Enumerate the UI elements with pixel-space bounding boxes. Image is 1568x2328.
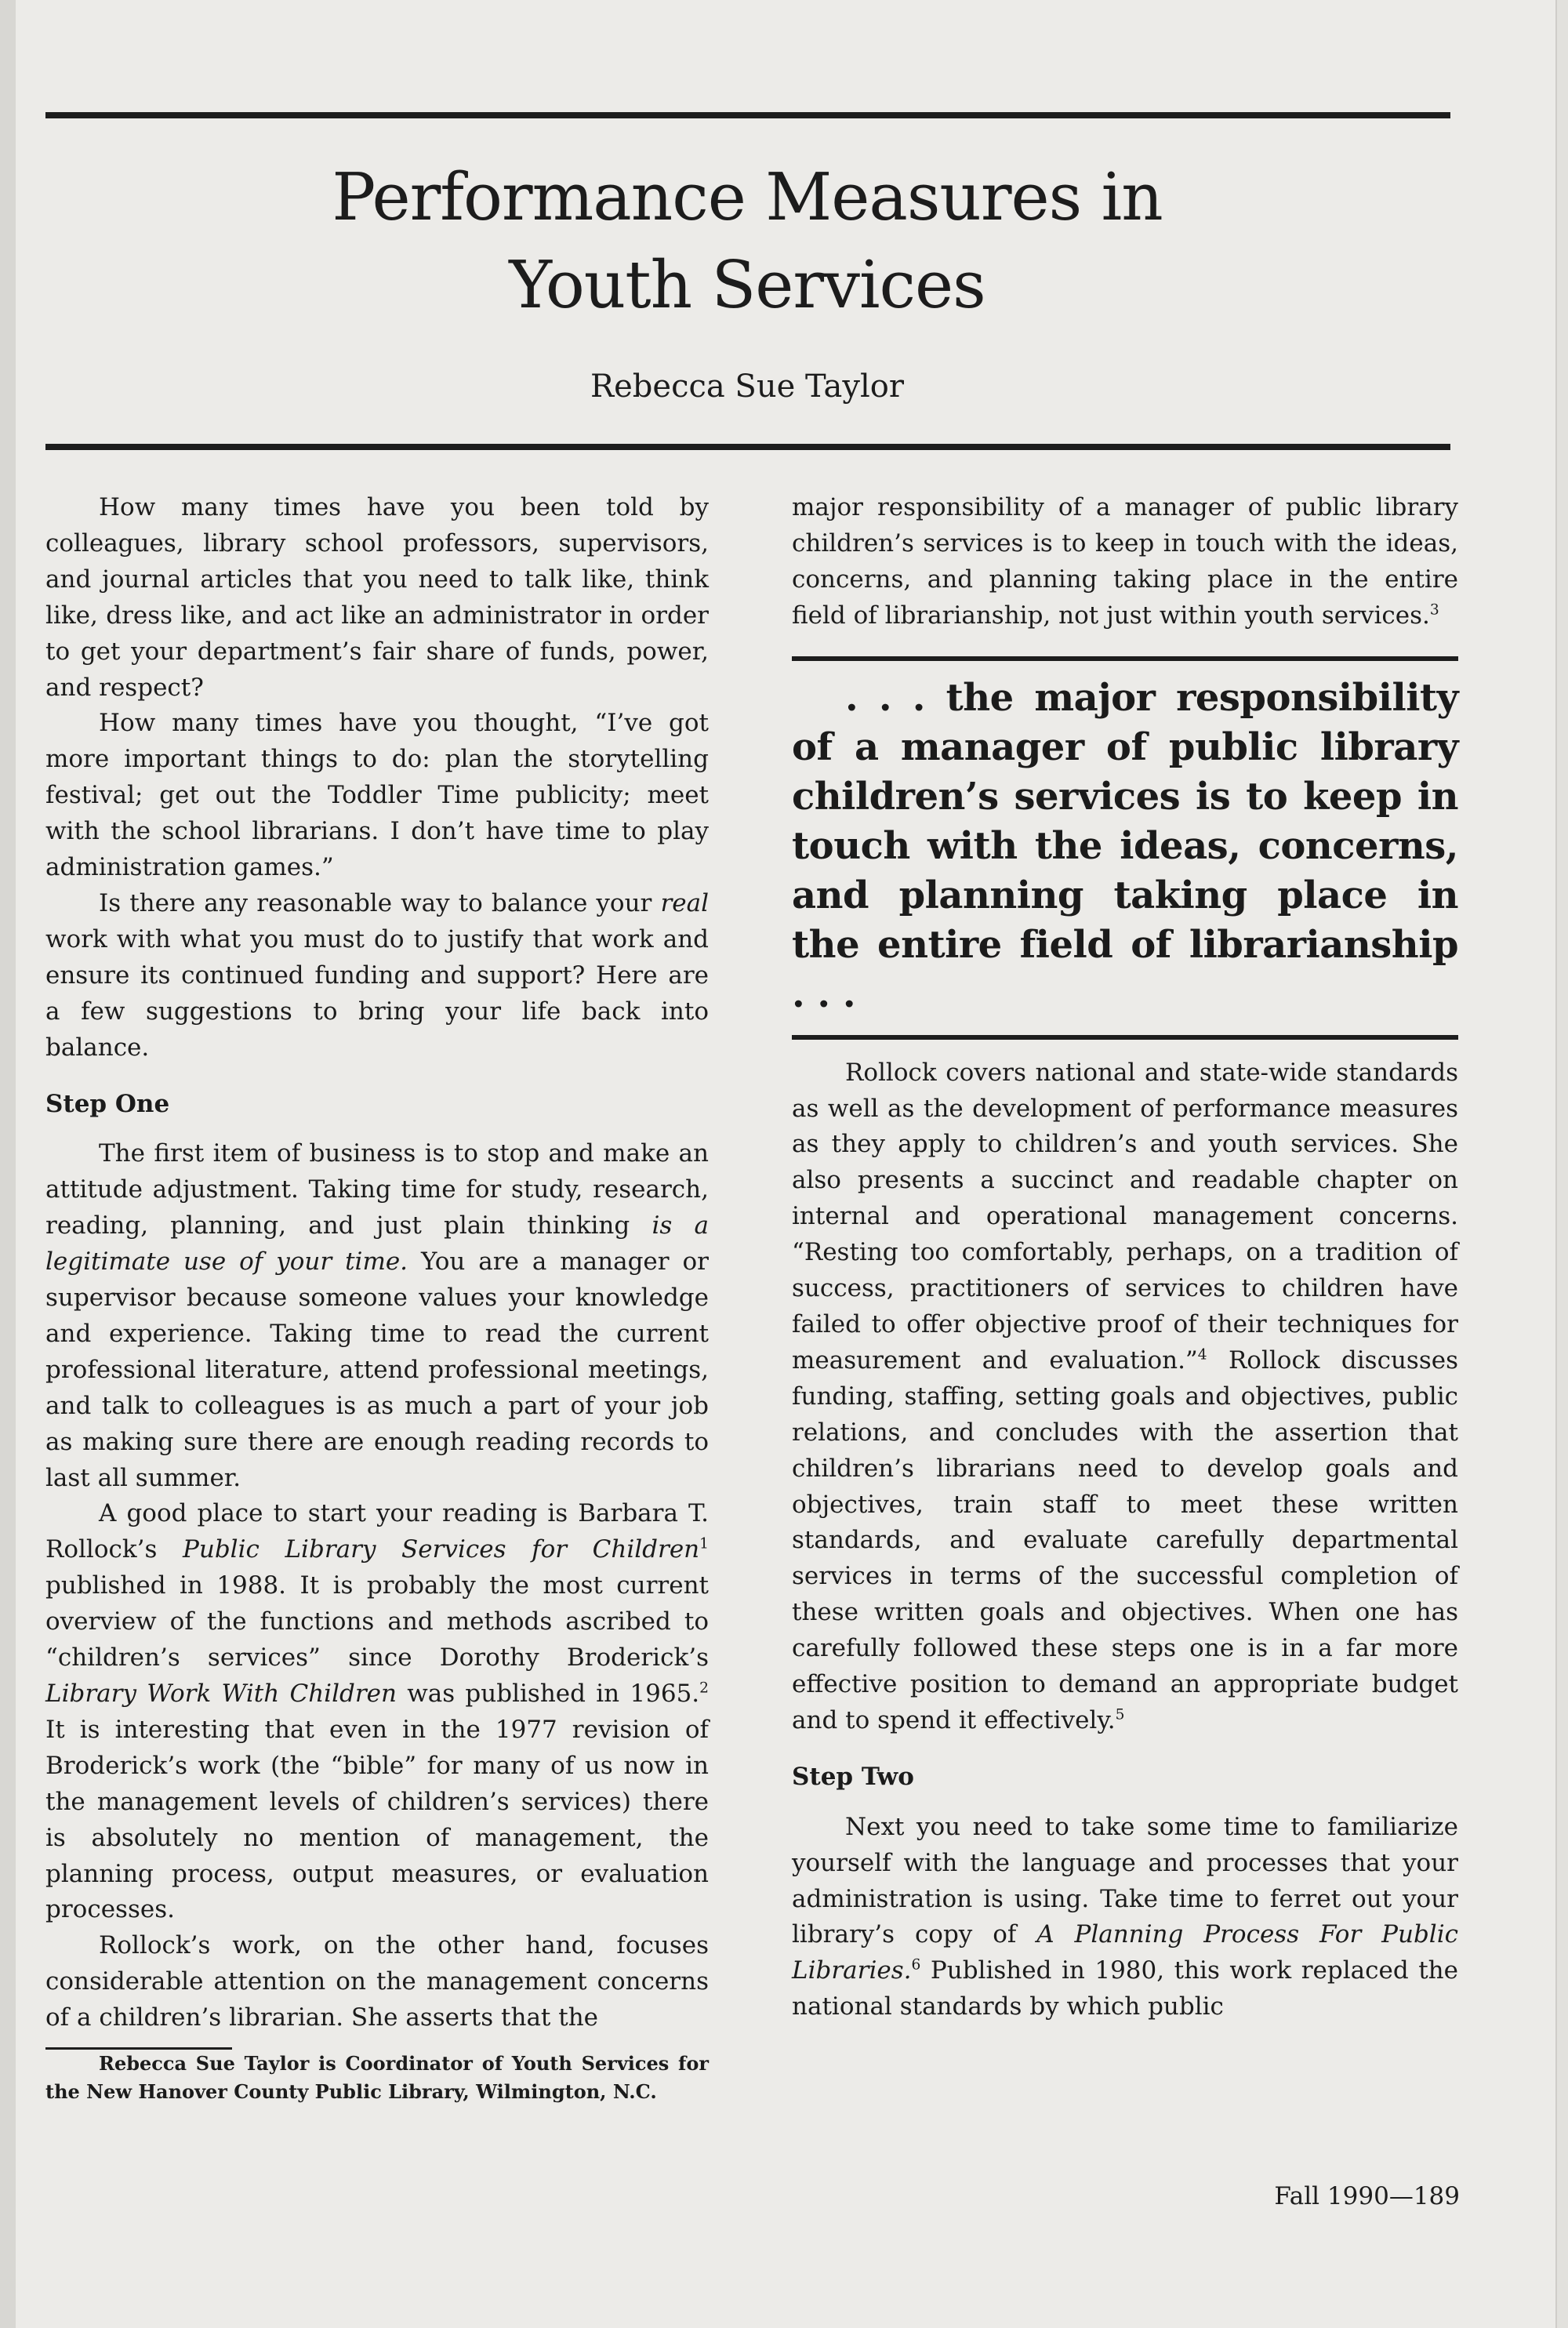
- header-rule: [45, 444, 1450, 450]
- left-paragraph-6: Rollock’s work, on the other hand, focuses considerable attention on the management concerns of a children’s librarian. She asserts that the: [45, 1931, 709, 2032]
- left-column: [45, 490, 709, 2106]
- page-edge-right: [1555, 0, 1568, 2328]
- page-folio: Fall 1990—189: [1274, 2182, 1460, 2210]
- article-author: Rebecca Sue Taylor: [590, 369, 904, 405]
- article-title: [45, 154, 1449, 329]
- left-p5-text-d: It is interesting that even in the 1977 revision of Broderick’s work (the “bible” for many of us now in the management levels of children’s services) there is absolutely no mention of management, the planning process, output measures, or evaluation processes.: [45, 1715, 709, 1924]
- right-p2-text-b: Rollock discusses funding, staffing, setting goals and objectives, public relations, and concludes with the assertion that children’s librarians need to develop goals and objectives, train staff to meet these written standards, and evaluate carefully departmental services in terms of the successful completion of these written goals and objectives. When one has carefully followed these steps one is in a far more effective position to demand an appropriate budget and to spend it effectively.: [792, 1346, 1458, 1734]
- left-paragraph-4: [45, 1136, 709, 1496]
- left-p5-text-c: was published in 1965.: [396, 1680, 700, 1708]
- footnote-ref-1: 1: [699, 1536, 709, 1553]
- right-p3-text-b: Published in 1980, this work replaced the national standards by which public: [792, 1956, 1458, 2021]
- right-p2-text-a: Rollock covers national and state-wide standards as well as the development of performance measures as they apply to children’s and youth services. She also presents a succinct and readable chapter on internal and operational management concerns. “Resting too comfortably, perhaps, on a tradition of success, practitioners of services to children have failed to offer objective proof of their techniques for measurement and evaluation.”: [792, 1058, 1458, 1375]
- right-paragraph-2: [792, 1055, 1458, 1739]
- left-p5-book-title-1: Public Library Services for Children: [183, 1535, 700, 1564]
- left-paragraph-5: [45, 1496, 709, 1928]
- right-p1-text: major responsibility of a manager of public library children’s services is to keep in touch with the ideas, concerns, and planning taking place in the entire field of librarianship, not just within youth services.: [792, 493, 1458, 630]
- right-paragraph-3: [792, 1810, 1458, 2025]
- top-rule: [45, 112, 1450, 118]
- footnote-ref-4: 4: [1197, 1346, 1207, 1364]
- right-p3-book-title: A Planning Process For Public Libraries.: [792, 1920, 1458, 1985]
- left-p5-text-b: published in 1988. It is probably the most current overview of the functions and methods ascribed to “children’s services” since Dorothy Broderick’s: [45, 1571, 709, 1672]
- left-p3-text-a: Is there any reasonable way to balance your: [99, 888, 661, 917]
- step-one-heading: Step One: [45, 1089, 170, 1118]
- author-footnote: Rebecca Sue Taylor is Coordinator of Youth Services for the New Hanover County Public Library, Wilmington, N.C.: [45, 2052, 709, 2104]
- left-paragraph-3: [45, 886, 709, 1066]
- footnote-ref-5: 5: [1115, 1706, 1125, 1723]
- left-paragraph-1: How many times have you been told by colleagues, library school professors, supervisors, and journal articles that you need to talk like, think like, dress like, and act like an administrator in order to get your department’s fair share of funds, power, and respect?: [45, 493, 709, 702]
- left-p3-text-b: work with what you must do to justify that work and ensure its continued funding and support? Here are a few suggestions to bring your life back into balance.: [45, 924, 709, 1062]
- page-edge-left: [0, 0, 16, 2328]
- pull-quote: . . . the major responsibility of a manager of public library children’s services is to keep in touch with the ideas, concerns, and planning taking place in the entire field of librarianship . . .: [792, 675, 1458, 1016]
- right-p3-text-a: Next you need to take some time to familiarize yourself with the language and processes that your administration is using. Take time to ferret out your library’s copy of: [792, 1812, 1458, 1949]
- footnote-ref-3: 3: [1429, 601, 1439, 619]
- footnote-ref-2: 2: [699, 1680, 709, 1697]
- title-line-2: Youth Services: [509, 247, 985, 323]
- left-p5-text-a: A good place to start your reading is Barbara T. Rollock’s: [45, 1499, 709, 1564]
- left-p4-text-b: You are a manager or supervisor because someone values your knowledge and experience. Taking time to read the current professional literature, attend professional meetings, and talk to colleagues is as much a part of your job as making sure there are enough reading records to last all summer.: [45, 1248, 709, 1492]
- footnote-ref-6: 6: [911, 1957, 921, 1974]
- left-paragraph-2: How many times have you thought, “I’ve got more important things to do: plan the storytelling festival; get out the Toddler Time publicity; meet with the school librarians. I don’t have time to play administration games.”: [45, 709, 709, 882]
- right-column: [792, 490, 1458, 2025]
- left-p5-book-title-2: Library Work With Children: [45, 1680, 397, 1708]
- right-paragraph-1: [792, 490, 1458, 634]
- left-p4-text-a: The first item of business is to stop and make an attitude adjustment. Taking time for study, research, reading, planning, and just plain thinking: [45, 1139, 709, 1240]
- step-two-heading: Step Two: [792, 1762, 914, 1791]
- left-p4-emphasis: is a legitimate use of your time.: [45, 1211, 710, 1277]
- title-line-1: Performance Measures in: [332, 159, 1163, 235]
- left-p3-emphasis: real: [660, 888, 709, 917]
